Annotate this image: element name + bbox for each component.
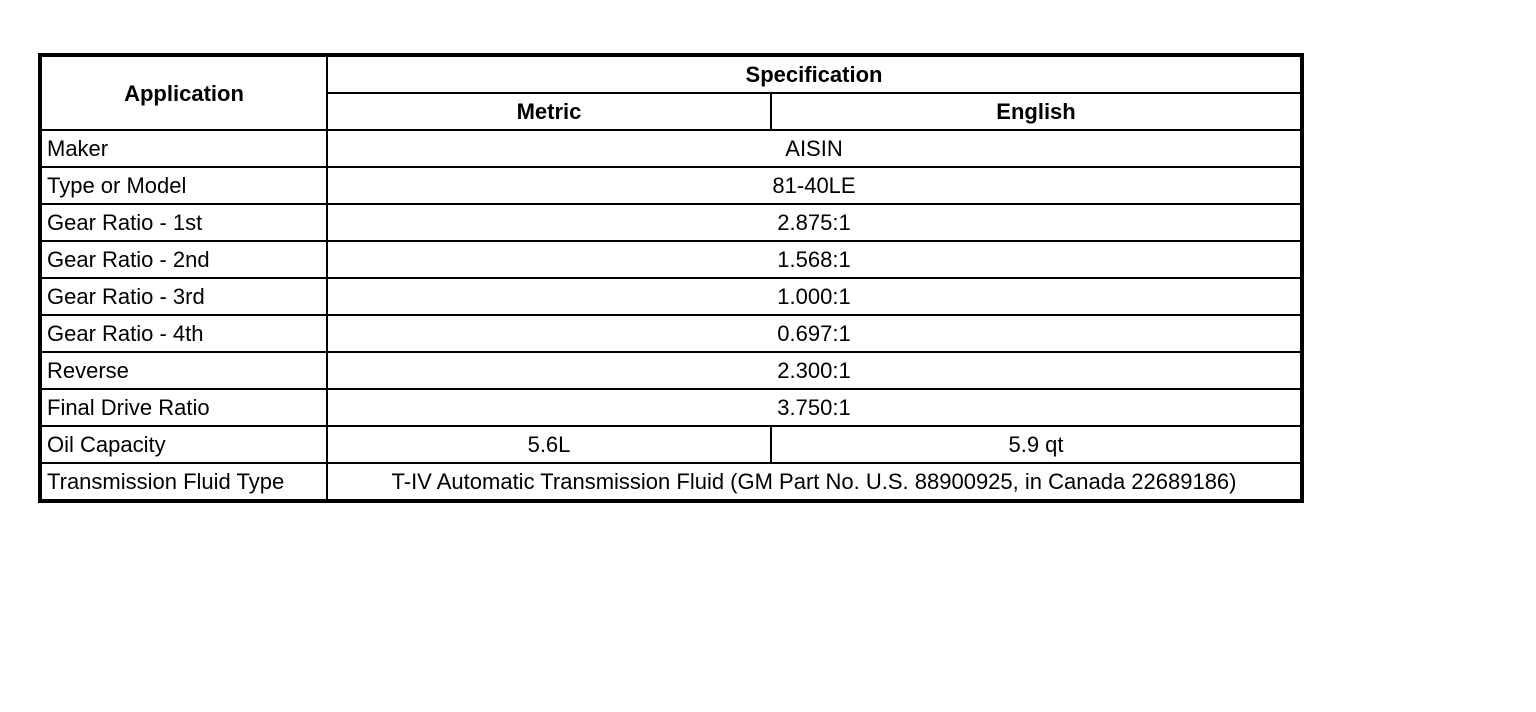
row-value: T-IV Automatic Transmission Fluid (GM Part No. U.S. 88900925, in Canada 22689186) [327,463,1301,500]
row-metric-value: 5.6L [327,426,771,463]
row-value: 81-40LE [327,167,1301,204]
row-application: Maker [41,130,327,167]
table-row [41,167,1301,204]
header-english: English [771,93,1301,130]
row-application: Type or Model [41,167,327,204]
row-application: Gear Ratio - 2nd [41,241,327,278]
row-value: 0.697:1 [327,315,1301,352]
row-application: Reverse [41,352,327,389]
row-application: Gear Ratio - 4th [41,315,327,352]
table-row [41,278,1301,315]
table-row [41,389,1301,426]
table-row [41,352,1301,389]
header-application: Application [41,56,327,130]
table-row [41,463,1301,500]
row-value: 1.000:1 [327,278,1301,315]
row-value: 3.750:1 [327,389,1301,426]
row-application: Gear Ratio - 1st [41,204,327,241]
row-english-value: 5.9 qt [771,426,1301,463]
row-value: 1.568:1 [327,241,1301,278]
header-specification: Specification [327,56,1301,93]
header-metric: Metric [327,93,771,130]
table-row [41,315,1301,352]
row-value: AISIN [327,130,1301,167]
row-application: Oil Capacity [41,426,327,463]
specification-table [38,53,1304,503]
row-application: Final Drive Ratio [41,389,327,426]
table-row [41,241,1301,278]
table-header-row [41,56,1301,93]
table-row [41,426,1301,463]
row-application: Gear Ratio - 3rd [41,278,327,315]
table-row [41,204,1301,241]
table-row [41,130,1301,167]
row-value: 2.300:1 [327,352,1301,389]
row-value: 2.875:1 [327,204,1301,241]
row-application: Transmission Fluid Type [41,463,327,500]
